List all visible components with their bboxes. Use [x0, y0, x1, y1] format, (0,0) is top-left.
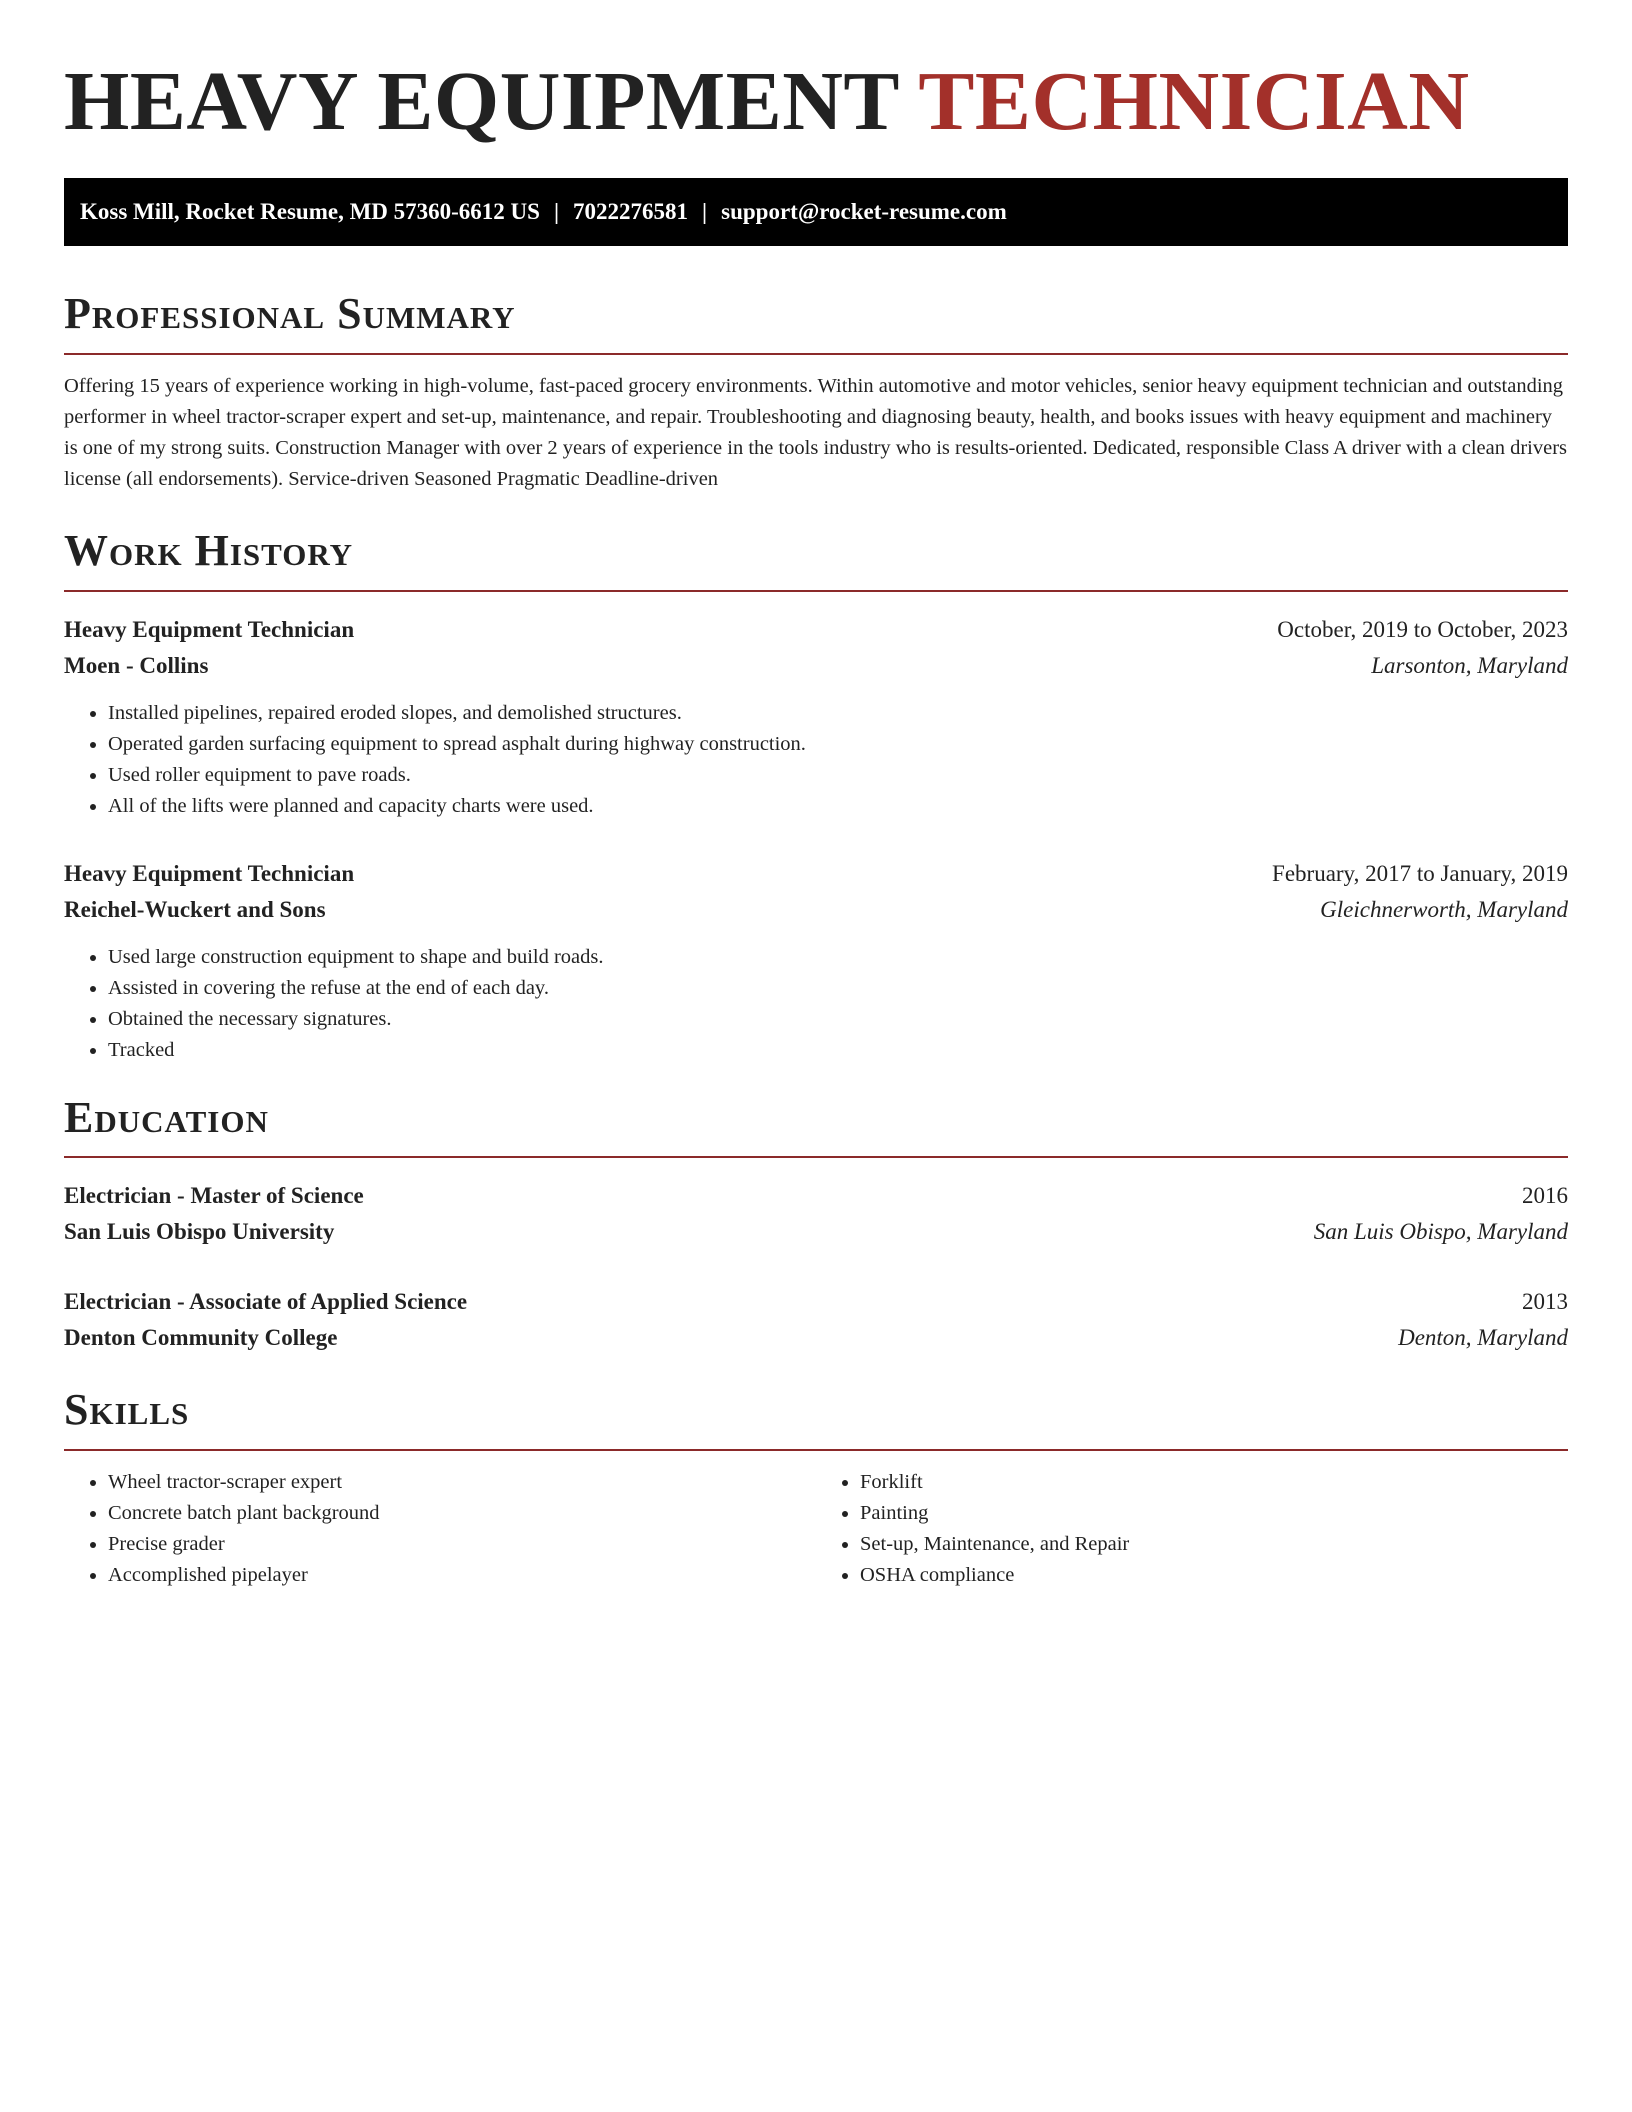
job-role: Heavy Equipment Technician	[64, 860, 355, 886]
summary-section	[64, 290, 1568, 495]
summary-text: Offering 15 years of experience working in high-volume, fast-paced grocery environments. Within automotive and motor vehicles, senior heavy equipment technician and outstanding performer in wheel tractor-scraper expert and set-up, maintenance, and repair. Troubleshooting and diagnosing beauty, health, and books issues with heavy equipment and machinery is one of my strong suits. Construction Manager with over 2 years of experience in the tools industry who is results-oriented. Dedicated, responsible Class A driver with a clean drivers license (all endorsements). Service-driven Seasoned Pragmatic Deadline-driven	[64, 374, 1568, 491]
skills-list-right	[816, 1467, 1568, 1591]
title-first-part: HEAVY EQUIPMENT	[64, 55, 899, 148]
job-entry	[64, 612, 1568, 822]
list-item: • Set-up, Maintenance, and Repair	[860, 1529, 1568, 1560]
list-item: • Used large construction equipment to shape and build roads.	[108, 942, 1568, 973]
education-school: San Luis Obispo University	[64, 1219, 335, 1245]
education-entry	[64, 1284, 1568, 1356]
contact-phone: 7022276581	[573, 199, 689, 225]
section-heading: Work History	[64, 527, 1568, 591]
contact-separator: |	[553, 199, 560, 225]
list-item: • Precise grader	[108, 1529, 816, 1560]
job-location: Gleichnerworth, Maryland	[1320, 896, 1568, 922]
job-role: Heavy Equipment Technician	[64, 616, 355, 642]
education-school: Denton Community College	[64, 1325, 338, 1351]
list-item: • All of the lifts were planned and capacity charts were used.	[108, 791, 1568, 822]
list-item: • Forklift	[860, 1467, 1568, 1498]
list-item: • Painting	[860, 1498, 1568, 1529]
work-history-section	[64, 527, 1568, 1065]
education-entry	[64, 1178, 1568, 1250]
title-accent-part: TECHNICIAN	[918, 55, 1470, 148]
list-item: • Tracked	[108, 1035, 1568, 1066]
skills-list-left	[64, 1467, 816, 1591]
job-location: Larsonton, Maryland	[1371, 652, 1568, 678]
section-heading: Education	[64, 1094, 1568, 1158]
list-item: • Assisted in covering the refuse at the end of each day.	[108, 973, 1568, 1004]
list-item: • Accomplished pipelayer	[108, 1560, 816, 1591]
education-year: 2013	[1522, 1289, 1568, 1315]
list-item: • OSHA compliance	[860, 1560, 1568, 1591]
job-dates: October, 2019 to October, 2023	[1277, 616, 1568, 642]
list-item: • Concrete batch plant background	[108, 1498, 816, 1529]
education-location: San Luis Obispo, Maryland	[1313, 1219, 1568, 1245]
list-item: • Wheel tractor-scraper expert	[108, 1467, 816, 1498]
list-item: • Operated garden surfacing equipment to spread asphalt during highway construction.	[108, 729, 1568, 760]
contact-separator: |	[702, 199, 708, 225]
contact-bar	[64, 178, 1568, 246]
job-company: Reichel-Wuckert and Sons	[64, 896, 326, 922]
contact-address: Koss Mill, Rocket Resume, MD 57360-6612 US	[80, 199, 540, 225]
skills-grid	[64, 1467, 1568, 1591]
list-item: • Used roller equipment to pave roads.	[108, 760, 1568, 791]
job-company: Moen - Collins	[64, 652, 209, 678]
list-item: • Installed pipelines, repaired eroded slopes, and demolished structures.	[108, 698, 1568, 729]
list-item: • Obtained the necessary signatures.	[108, 1004, 1568, 1035]
education-section	[64, 1094, 1568, 1356]
education-location: Denton, Maryland	[1398, 1325, 1568, 1351]
contact-email: support@rocket-resume.com	[721, 199, 1007, 225]
job-entry	[64, 856, 1568, 1066]
education-degree: Electrician - Associate of Applied Science	[64, 1289, 468, 1315]
resume-title	[64, 56, 1568, 148]
job-bullets	[64, 942, 1568, 1066]
section-heading: Professional Summary	[64, 290, 1568, 354]
education-degree: Electrician - Master of Science	[64, 1183, 364, 1209]
education-year: 2016	[1522, 1183, 1568, 1209]
job-bullets	[64, 698, 1568, 822]
skills-section	[64, 1386, 1568, 1590]
section-heading: Skills	[64, 1386, 1568, 1450]
job-dates: February, 2017 to January, 2019	[1272, 860, 1568, 886]
